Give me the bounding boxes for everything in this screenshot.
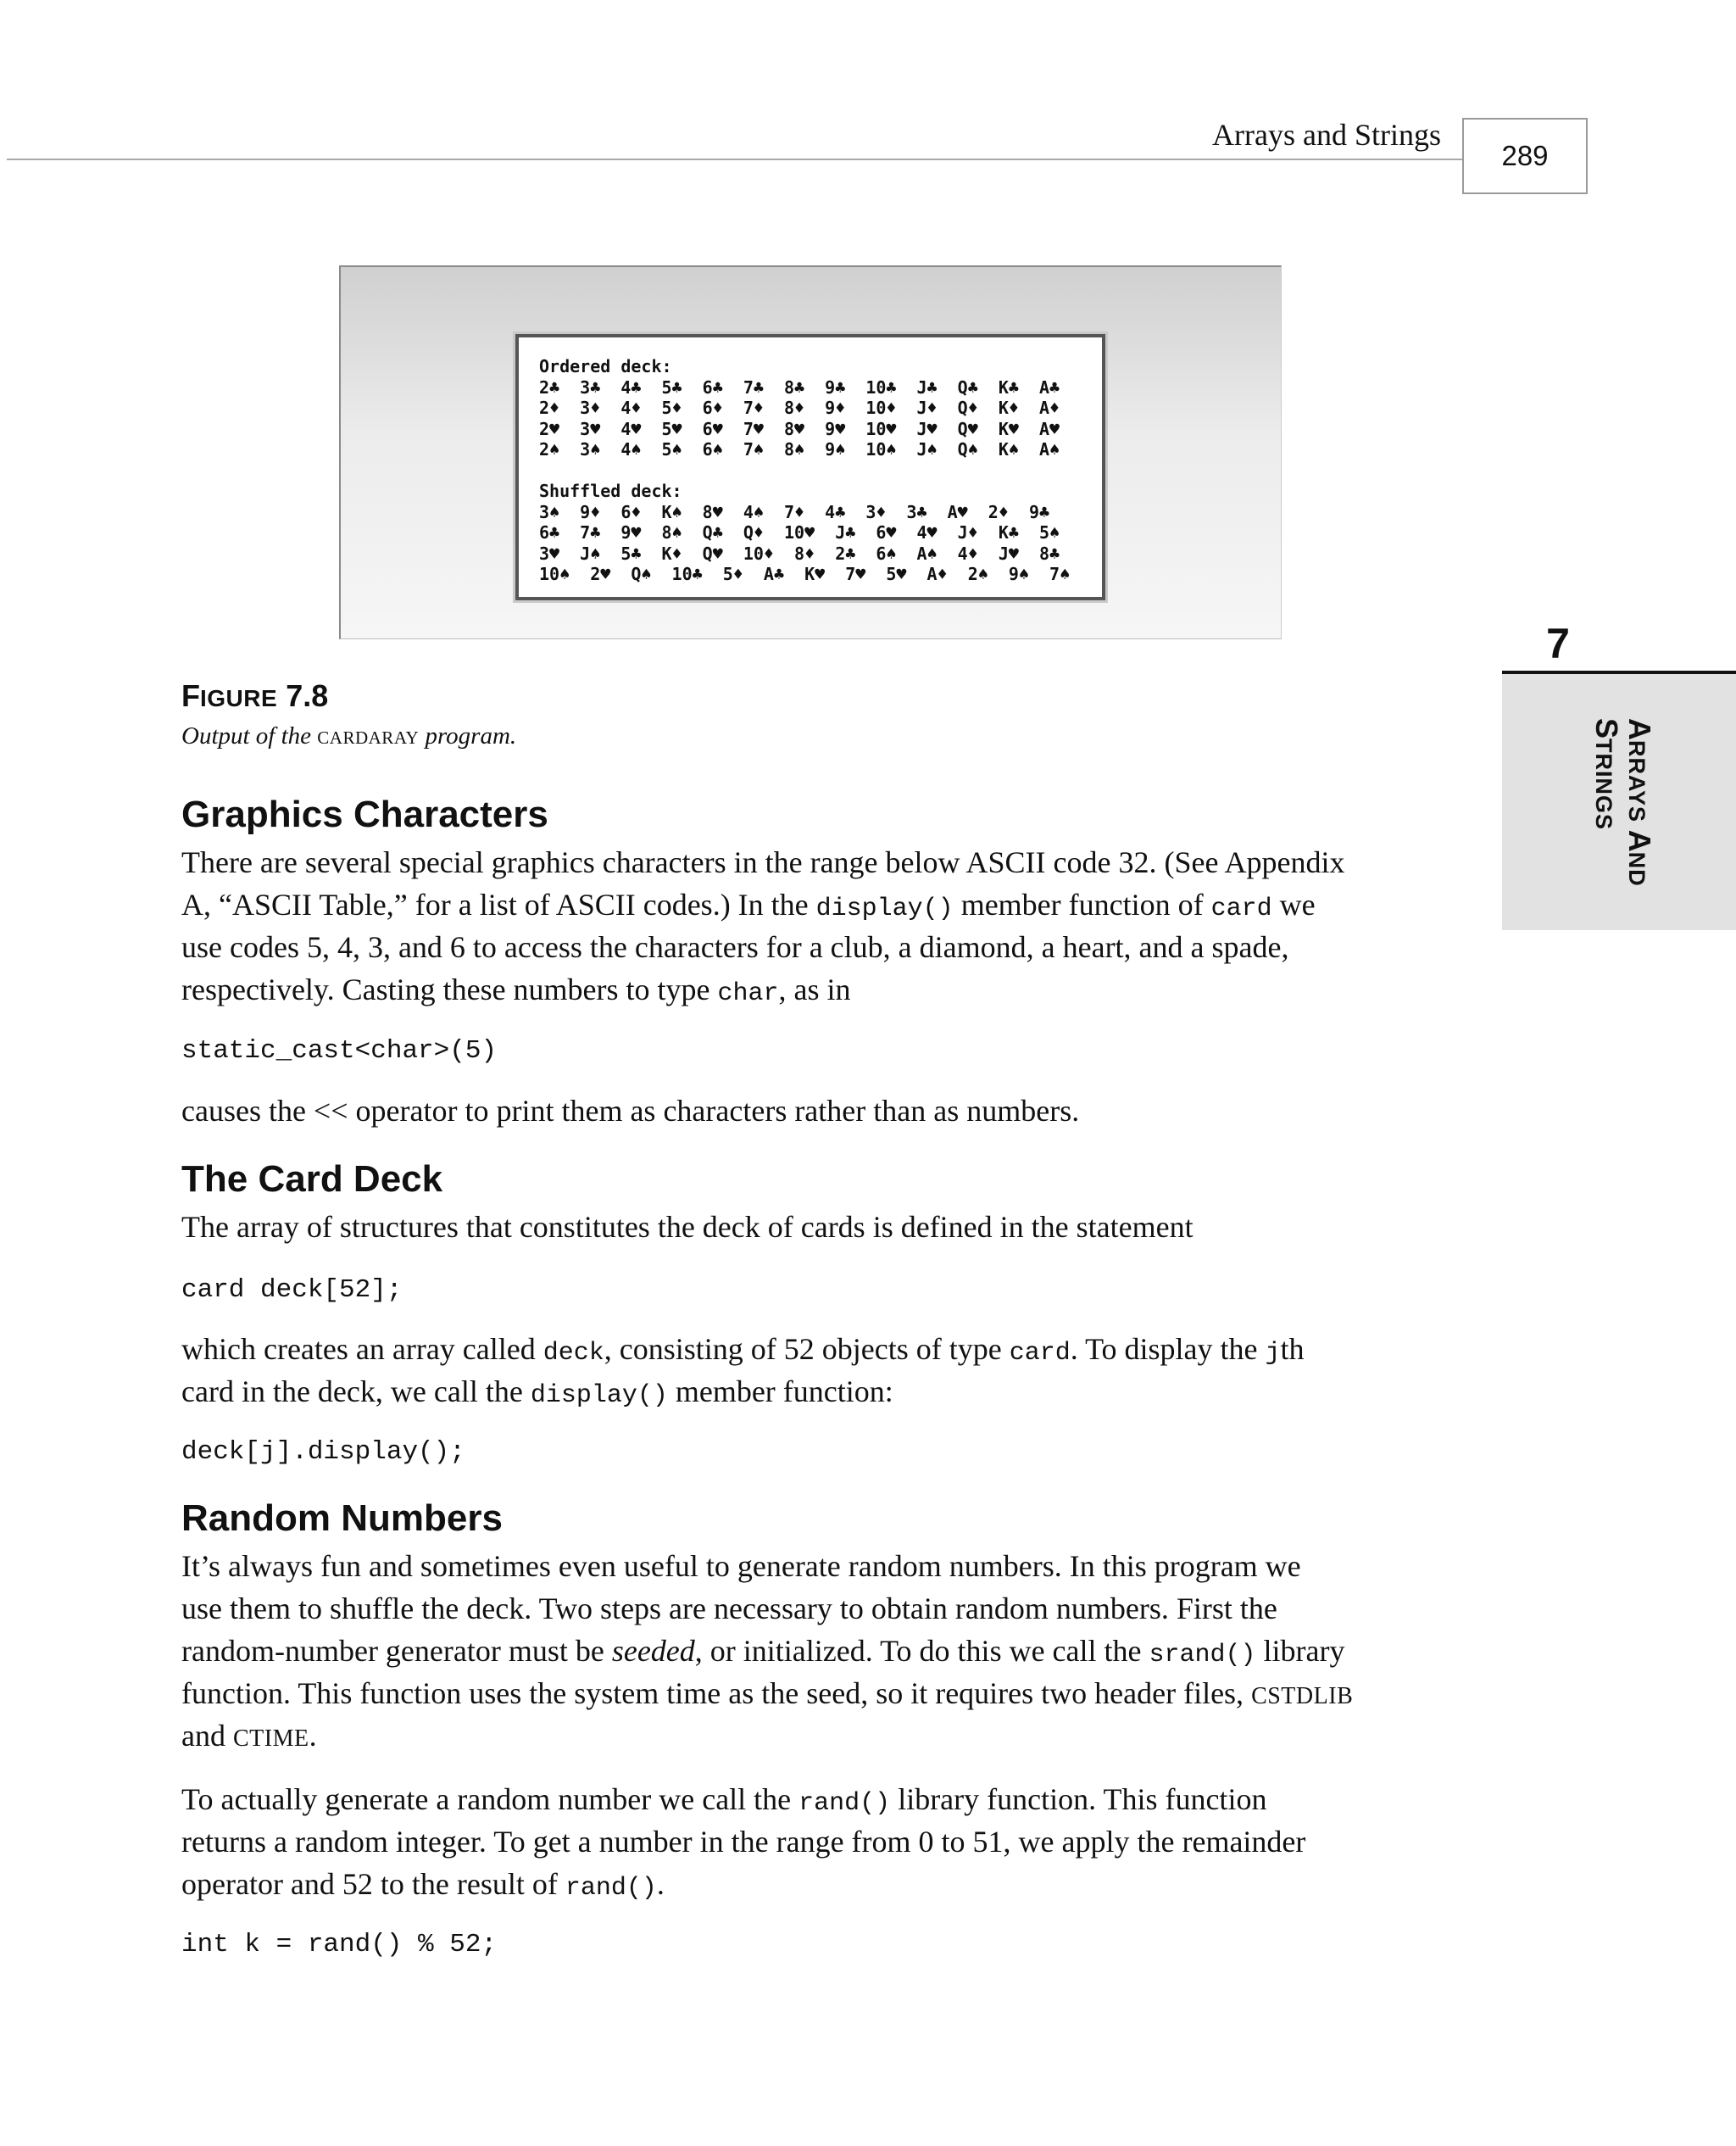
figure-caption	[181, 722, 516, 750]
console-line: 2♣ 3♣ 4♣ 5♣ 6♣ 7♣ 8♣ 9♣ 10♣ J♣ Q♣ K♣ A♣	[539, 376, 1060, 398]
text-line: respectively. Casting these numbers to type char, as in	[181, 973, 851, 1008]
code-rand-modulo: int k = rand() % 52;	[181, 1930, 498, 1959]
console-output-window	[515, 334, 1105, 600]
text-line: operator and 52 to the result of rand().	[181, 1867, 665, 1903]
caption-text: Output of the	[181, 722, 318, 750]
text-line: and CTIME.	[181, 1719, 317, 1753]
inline-code: char	[717, 979, 779, 1008]
chapter-tab	[1502, 674, 1736, 930]
text-line: To actually generate a random number we call the rand() library function. This function	[181, 1782, 1267, 1818]
console-line: Ordered deck:	[539, 356, 672, 376]
figure-label	[181, 678, 328, 714]
paragraph-random-2	[181, 1778, 1453, 1905]
heading-random-numbers: Random Numbers	[181, 1497, 503, 1539]
console-line: 10♠ 2♥ Q♠ 10♣ 5♦ A♣ K♥ 7♥ 5♥ A♦ 2♠ 9♠ 7♠	[539, 564, 1071, 584]
inline-code: display()	[815, 895, 954, 923]
figure-label-prefix: FIGURE	[181, 678, 278, 713]
caption-text-end: program.	[419, 722, 517, 750]
chapter-tab-title	[1589, 718, 1655, 887]
text-line: A, “ASCII Table,” for a list of ASCII codes.) In the display() member function of card we	[181, 888, 1316, 923]
text-line: random-number generator must be seeded, or initialized. To do this we call the srand() library	[181, 1634, 1345, 1669]
code-deck-display-call: deck[j].display();	[181, 1437, 465, 1467]
inline-code: rand()	[565, 1874, 657, 1903]
paragraph-card-deck-1	[181, 1206, 1453, 1248]
page-number-box	[1462, 118, 1588, 194]
inline-code: card	[1009, 1339, 1071, 1368]
text-line: causes the << operator to print them as characters rather than as numbers.	[181, 1094, 1080, 1128]
inline-code: rand()	[798, 1789, 891, 1818]
inline-code: srand()	[1149, 1641, 1256, 1669]
text-line: returns a random integer. To get a number in the range from 0 to 51, we apply the remainder	[181, 1825, 1306, 1859]
text-line: It’s always fun and sometimes even useful to generate random numbers. In this program we	[181, 1549, 1301, 1583]
paragraph-graphics-1	[181, 841, 1453, 1011]
heading-graphics-characters: Graphics Characters	[181, 794, 548, 835]
code-static-cast: static_cast<char>(5)	[181, 1036, 498, 1066]
text-line: function. This function uses the system time as the seed, so it requires two header files, CSTDLIB	[181, 1676, 1354, 1710]
chapter-tab-title-line2: STRINGS	[1589, 718, 1624, 831]
console-line: 6♣ 7♣ 9♥ 8♠ Q♣ Q♦ 10♥ J♣ 6♥ 4♥ J♦ K♣ 5♠	[539, 522, 1060, 543]
text-line: The array of structures that constitutes the deck of cards is defined in the statement	[181, 1210, 1194, 1244]
text-line: use them to shuffle the deck. Two steps are necessary to obtain random numbers. First the	[181, 1591, 1277, 1625]
header-file-name: CTIME	[232, 1725, 309, 1752]
header-rule	[7, 159, 1462, 160]
chapter-tab-title-line1: ARRAYS AND	[1622, 718, 1657, 887]
console-line: 3♥ J♠ 5♣ K♦ Q♥ 10♦ 8♦ 2♣ 6♠ A♠ 4♦ J♥ 8♣	[539, 543, 1060, 564]
page-number: 289	[1501, 140, 1549, 171]
text-line: There are several special graphics characters in the range below ASCII code 32. (See Appendix	[181, 845, 1345, 879]
heading-card-deck: The Card Deck	[181, 1158, 443, 1200]
console-blank-line	[539, 460, 1102, 482]
inline-code: card	[1210, 895, 1272, 923]
chapter-number: 7	[1546, 620, 1570, 667]
console-line: 2♦ 3♦ 4♦ 5♦ 6♦ 7♦ 8♦ 9♦ 10♦ J♦ Q♦ K♦ A♦	[539, 398, 1060, 418]
console-line: 3♠ 9♦ 6♦ K♠ 8♥ 4♠ 7♦ 4♣ 3♦ 3♣ A♥ 2♦ 9♣	[539, 501, 1050, 522]
caption-program-name: CARDARAY	[317, 727, 420, 748]
text-line: use codes 5, 4, 3, and 6 to access the characters for a club, a diamond, a heart, and a spade,	[181, 930, 1289, 964]
console-line: Shuffled deck:	[539, 481, 682, 501]
inline-code: display()	[530, 1381, 668, 1410]
text-line: which creates an array called deck, consisting of 52 objects of type card. To display the jth	[181, 1332, 1305, 1368]
header-file-name: CSTDLIB	[1251, 1683, 1354, 1709]
inline-code: deck	[542, 1339, 604, 1368]
paragraph-card-deck-2	[181, 1328, 1453, 1413]
console-line: 2♠ 3♠ 4♠ 5♠ 6♠ 7♠ 8♠ 9♠ 10♠ J♠ Q♠ K♠ A♠	[539, 439, 1060, 460]
inline-code: j	[1265, 1339, 1281, 1368]
figure-number: 7.8	[286, 678, 329, 713]
paragraph-random-1	[181, 1545, 1453, 1757]
emphasis-seeded: seeded	[611, 1634, 695, 1668]
code-card-deck-declaration: card deck[52];	[181, 1275, 403, 1305]
paragraph-graphics-2	[181, 1090, 1453, 1132]
running-header-title: Arrays and Strings	[1212, 118, 1441, 152]
console-line: 2♥ 3♥ 4♥ 5♥ 6♥ 7♥ 8♥ 9♥ 10♥ J♥ Q♥ K♥ A♥	[539, 418, 1060, 439]
text-line: card in the deck, we call the display() member function:	[181, 1374, 893, 1410]
